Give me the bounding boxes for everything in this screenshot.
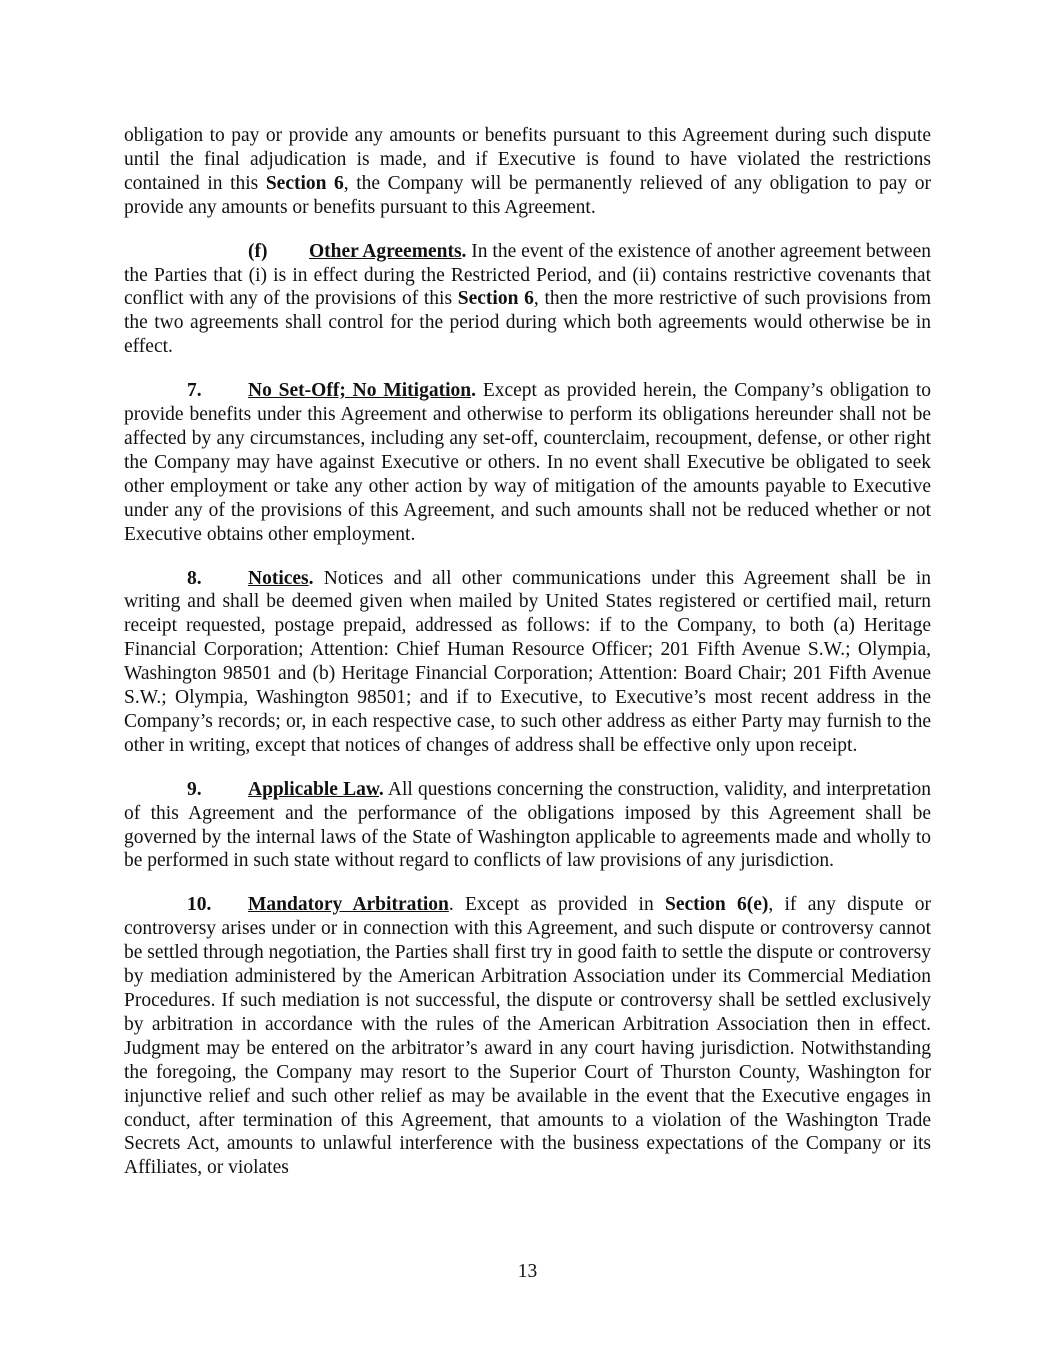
section-reference: Section 6 bbox=[457, 288, 534, 310]
paragraph-heading: Mandatory Arbitration bbox=[248, 894, 449, 916]
paragraph-heading: No Set-Off; No Mitigation bbox=[248, 380, 472, 402]
paragraph-continuation bbox=[124, 124, 931, 220]
paragraph-text: , the Company will be permanently relieved of any obligation to pay or provide any amounts or benefits pursuant to this Agreement. bbox=[124, 172, 931, 218]
paragraph-number: 7. bbox=[187, 380, 202, 402]
heading-period: . bbox=[471, 380, 476, 402]
paragraph-number: 10. bbox=[187, 894, 212, 916]
document-page bbox=[124, 124, 931, 1200]
paragraph-heading: Notices bbox=[248, 567, 309, 589]
paragraph-heading: Applicable Law bbox=[248, 778, 379, 800]
page-number: 13 bbox=[517, 1261, 538, 1282]
paragraph-text: Notices and all other communications under this Agreement shall be in writing and shall be deemed given when mailed by United States registered or certified mail, return receipt requested, postage prepaid, addressed as follows: if to the Company, to both (a) Heritage Financial Corporation; Attention: Chief Human Resource Officer; 201 Fifth Avenue S.W.; Olympia, Washington 98501 and (b) Heritage Financial Corporation; Attention: Board Chair; 201 Fifth Avenue S.W.; Olympia, Washington 98501; and if to Executive, to Executive’s most recent address in the Company’s records; or, in each respective case, to such other address as either Party may furnish to the other in writing, except that notices of changes of address shall be effective only upon receipt. bbox=[124, 567, 931, 756]
paragraph-number: 8. bbox=[187, 567, 202, 589]
paragraph-text: , then the more restrictive of such provisions from the two agreements shall control for the period during which both agreements would otherwise be in effect. bbox=[124, 288, 932, 358]
paragraph-applicable-law bbox=[124, 778, 931, 874]
section-reference: Section 6 bbox=[265, 172, 344, 194]
paragraph-text: Except as provided herein, the Company’s obligation to provide benefits under this Agreement and otherwise to perform its obligations hereunder shall not be affected by any circumstances, including any set-off, counterclaim, recoupment, defense, or other right the Company may have against Executive or others. In no event shall Executive be obligated to seek other employment or take any other action by way of mitigation of the amounts payable to Executive under any of the provisions of this Agreement, and such amounts shall not be reduced whether or not Executive obtains other employment. bbox=[124, 380, 932, 545]
paragraph-text: , if any dispute or controversy arises under or in connection with this Agreement, and such dispute or controversy cannot be settled through negotiation, the Parties shall first try in good faith to settle the dispute or controversy by mediation administered by the American Arbitration Association under its Commercial Mediation Procedures. If such mediation is not successful, the dispute or controversy shall be settled exclusively by arbitration in accordance with the rules of the American Arbitration Association then in effect. Judgment may be entered on the arbitrator’s award in any court having jurisdiction. Notwithstanding the foregoing, the Company may resort to the Superior Court of Thurston County, Washington for injunctive relief and such other relief as may be available in the event that the Executive engages in conduct, after termination of this Agreement, that amounts to a violation of the Washington Trade Secrets Act, amounts to unlawful interference with the business expectations of the Company or its Affiliates, or violates bbox=[124, 894, 931, 1179]
heading-period: . bbox=[378, 778, 384, 800]
paragraph-other-agreements bbox=[124, 240, 931, 360]
heading-period: . bbox=[448, 894, 454, 916]
heading-period: . bbox=[308, 567, 314, 589]
paragraph-mandatory-arbitration bbox=[124, 893, 931, 1180]
paragraph-text: obligation to pay or provide any amounts or benefits pursuant to this Agreement during such dispute until the final adjudication is made, and if Executive is found to have violated the restrictions contained in this bbox=[124, 125, 931, 194]
paragraph-number: (f) bbox=[248, 240, 268, 262]
heading-period: . bbox=[461, 240, 467, 262]
paragraph-text: All questions concerning the construction, validity, and interpretation of this Agreement and the performance of the obligations imposed by this Agreement shall be governed by the internal laws of the State of Washington applicable to agreements made and wholly to be performed in such state without regard to conflicts of law provisions of any jurisdiction. bbox=[124, 778, 931, 872]
paragraph-number: 9. bbox=[187, 778, 202, 800]
paragraph-no-set-off bbox=[124, 379, 931, 546]
section-reference: Section 6(e) bbox=[665, 894, 769, 916]
paragraph-text: In the event of the existence of another agreement between the Parties that (i) is in effect during the Restricted Period, and (ii) contains restrictive covenants that conflict with any of the provisions of this bbox=[124, 240, 931, 310]
paragraph-heading: Other Agreements bbox=[309, 240, 462, 262]
paragraph-notices bbox=[124, 567, 931, 758]
paragraph-text: Except as provided in bbox=[453, 894, 666, 916]
